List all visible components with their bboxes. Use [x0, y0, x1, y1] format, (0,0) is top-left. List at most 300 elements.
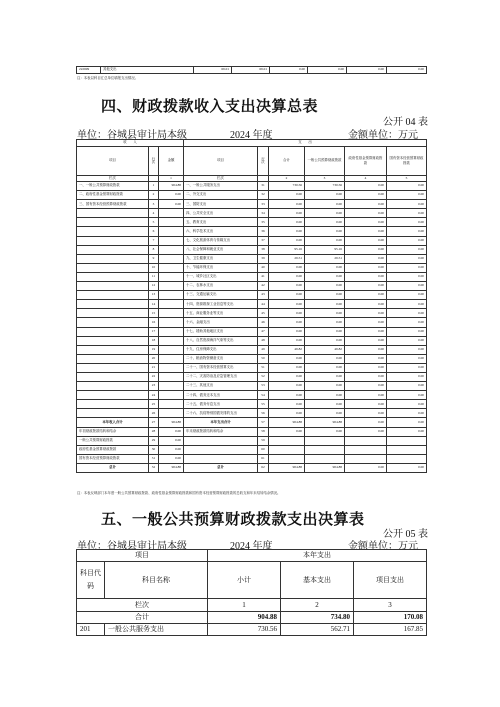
table-cell: 年末财政拨款结转和结余 — [184, 427, 258, 436]
table-cell: 15 — [149, 309, 159, 318]
table-cell: 0.00 — [345, 418, 387, 427]
table-cell: 31 — [149, 454, 159, 463]
table-cell: 十九、住房保障支出 — [184, 345, 258, 354]
table-cell — [77, 300, 149, 309]
table-cell: 5 — [149, 218, 159, 227]
table-cell: 0.00 — [345, 354, 387, 363]
table-cell: 0.00 — [269, 318, 305, 327]
table-cell: 0.00 — [345, 327, 387, 336]
table-cell: 0.00 — [269, 336, 305, 345]
table-cell: 0.00 — [269, 282, 305, 291]
table-cell: 0.00 — [345, 272, 387, 281]
table-cell: 0.00 — [269, 363, 305, 372]
table-cell: 12 — [149, 282, 159, 291]
table-cell: 0.00 — [387, 463, 427, 472]
table-cell: 45 — [258, 309, 269, 318]
header-row — [77, 140, 427, 147]
fiscal-summary-body — [77, 182, 427, 473]
table-cell — [159, 354, 184, 363]
column-header: 栏次 — [184, 176, 258, 182]
table-cell: 25 — [149, 400, 159, 409]
column-header: 2 — [281, 599, 354, 612]
table-cell: 50 — [258, 354, 269, 363]
table-cell: 0.00 — [387, 391, 427, 400]
table-cell: 69.01 — [194, 67, 232, 74]
table-cell: 51 — [258, 363, 269, 372]
table-cell — [305, 454, 345, 463]
table-cell: 562.71 — [281, 624, 354, 636]
table-cell — [159, 345, 184, 354]
section4-unit: 单位：谷城县审计局本级 — [77, 130, 187, 141]
table-cell: 一、一般公共预算财政拨款 — [77, 182, 149, 191]
table-cell — [159, 209, 184, 218]
table-cell: 0.00 — [345, 372, 387, 381]
table-cell: 29.51 — [269, 254, 305, 263]
table-cell — [269, 445, 305, 454]
table-cell — [159, 391, 184, 400]
table-cell: 0.00 — [269, 372, 305, 381]
column-header: 1 — [159, 176, 184, 182]
table-cell: 国有资本经营预算财政拨款 — [77, 454, 149, 463]
column-header: 国有资本经营预算财政拨款 — [387, 147, 427, 176]
table-row — [77, 182, 427, 191]
table-cell: 0.00 — [345, 382, 387, 391]
table-row — [77, 624, 427, 636]
table-row — [77, 336, 427, 345]
table-cell — [159, 363, 184, 372]
table-cell: 24 — [149, 391, 159, 400]
table-cell: 37 — [258, 236, 269, 245]
table-cell: 95.16 — [305, 245, 345, 254]
table-cell: 0.00 — [159, 454, 184, 463]
section5-heading: 五、一般公共预算财政拨款支出决算表 — [101, 510, 365, 528]
table-cell — [77, 263, 149, 272]
table-cell: 38 — [258, 245, 269, 254]
table-cell — [77, 327, 149, 336]
table-cell: 0.00 — [387, 218, 427, 227]
table-cell: 一般公共服务支出 — [105, 624, 208, 636]
table-cell: 年初财政拨款结转和结余 — [77, 427, 149, 436]
table-cell: 0.00 — [269, 191, 305, 200]
header-row — [77, 562, 427, 599]
table-cell — [159, 254, 184, 263]
table-cell: 0.00 — [269, 391, 305, 400]
table-row — [77, 291, 427, 300]
table-row — [77, 345, 427, 354]
table-cell: 167.85 — [354, 624, 427, 636]
table-cell: 0.00 — [269, 291, 305, 300]
table-cell: 0.00 — [305, 427, 345, 436]
table-cell: 30 — [149, 445, 159, 454]
table-cell: 四、公共安全支出 — [184, 209, 258, 218]
table-cell: 0.00 — [305, 409, 345, 418]
section5-form-no: 公开 05 表 — [383, 529, 428, 540]
table-cell: 0.00 — [387, 400, 427, 409]
table-cell: 十、节能环保支出 — [184, 263, 258, 272]
column-header: 3 — [354, 599, 427, 612]
table-cell: 13 — [149, 291, 159, 300]
table-cell: 69.01 — [232, 67, 270, 74]
table-cell: 39 — [258, 254, 269, 263]
table-cell — [77, 354, 149, 363]
table-cell: 26 — [149, 409, 159, 418]
table-cell: 0.00 — [305, 236, 345, 245]
table-cell — [159, 409, 184, 418]
table-cell: 0.00 — [305, 272, 345, 281]
table-cell: 0.00 — [269, 272, 305, 281]
table-cell — [387, 436, 427, 445]
table-cell — [77, 218, 149, 227]
column-header: 金额 — [159, 147, 184, 176]
table-cell — [184, 445, 258, 454]
table-cell: 40 — [258, 263, 269, 272]
table-cell: 0.00 — [345, 363, 387, 372]
table-cell — [184, 454, 258, 463]
table-cell — [77, 318, 149, 327]
table-cell: 一般公共预算财政拨款 — [77, 436, 149, 445]
table-row — [77, 454, 427, 463]
table-cell — [345, 445, 387, 454]
table-row — [77, 409, 427, 418]
table-cell: 0.00 — [269, 263, 305, 272]
table-cell — [77, 227, 149, 236]
table-cell: 0.00 — [269, 327, 305, 336]
table-cell: 0.00 — [345, 409, 387, 418]
table-cell: 62 — [258, 463, 269, 472]
table-cell: 0.00 — [387, 254, 427, 263]
section4-form-no: 公开 04 表 — [383, 117, 428, 128]
table-cell — [77, 409, 149, 418]
table-cell — [77, 309, 149, 318]
column-header: 基本支出 — [281, 562, 354, 599]
column-header: 项目支出 — [354, 562, 427, 599]
table-row — [77, 191, 427, 200]
table-cell — [77, 291, 149, 300]
column-header: 行次 — [258, 147, 269, 176]
section4-amount-unit: 金额单位：万元 — [348, 130, 418, 141]
column-header: 项目 — [184, 147, 258, 176]
column-header: 本年支出 — [208, 550, 427, 562]
table-row — [77, 418, 427, 427]
table-cell: 59 — [258, 436, 269, 445]
table-cell: 0.00 — [305, 363, 345, 372]
table-cell: 0.00 — [305, 309, 345, 318]
table-cell: 54 — [258, 391, 269, 400]
table-cell: 35 — [258, 218, 269, 227]
table-cell: 0.00 — [305, 354, 345, 363]
table-cell: 十八、自然资源海洋气象等支出 — [184, 336, 258, 345]
table-cell: 19 — [149, 345, 159, 354]
table-cell: 49.82 — [269, 345, 305, 354]
column-header: 5 — [387, 176, 427, 182]
table-cell — [159, 291, 184, 300]
table-cell: 44 — [258, 300, 269, 309]
column-header: 小计 — [208, 562, 281, 599]
table-cell — [77, 382, 149, 391]
table-cell: 0.00 — [269, 382, 305, 391]
table-row — [77, 300, 427, 309]
table-cell — [159, 382, 184, 391]
table-cell: 0.00 — [305, 382, 345, 391]
table-cell: 47 — [258, 327, 269, 336]
table-cell: 0.00 — [387, 300, 427, 309]
table-cell: 0.00 — [387, 318, 427, 327]
table-cell: 七、文化旅游体育与传媒支出 — [184, 236, 258, 245]
table-cell: 904.88 — [159, 418, 184, 427]
table-cell — [77, 391, 149, 400]
table-cell: 0.00 — [345, 336, 387, 345]
table-cell: 0.00 — [305, 300, 345, 309]
table-cell: 170.08 — [354, 612, 427, 624]
table-cell: 0.00 — [387, 382, 427, 391]
table-cell: 0.00 — [345, 463, 387, 472]
table-cell: 0.00 — [345, 318, 387, 327]
column-header: 3 — [305, 176, 345, 182]
table-row — [77, 327, 427, 336]
table-cell — [159, 300, 184, 309]
table-cell: 五、教育支出 — [184, 218, 258, 227]
column-header: 政府性基金预算财政拨款 — [345, 147, 387, 176]
table-cell: 0.00 — [305, 291, 345, 300]
table-cell: 0.00 — [159, 436, 184, 445]
table-cell: 904.88 — [208, 612, 281, 624]
table-cell: 0.00 — [305, 218, 345, 227]
column-header: 栏次 — [77, 599, 208, 612]
table-cell — [159, 400, 184, 409]
table-cell: 0.00 — [387, 263, 427, 272]
table-cell: 36 — [258, 227, 269, 236]
table-cell: 0.00 — [345, 300, 387, 309]
table-cell: 0.00 — [305, 263, 345, 272]
table-cell: 0.00 — [305, 227, 345, 236]
table-cell: 一、一般公共服务支出 — [184, 182, 258, 191]
table-cell — [77, 254, 149, 263]
table-cell: 0.00 — [308, 67, 347, 74]
table-cell: 十四、资源勘探工业信息等支出 — [184, 300, 258, 309]
table-cell: 六、科学技术支出 — [184, 227, 258, 236]
table-cell: 14 — [149, 300, 159, 309]
table-row — [77, 363, 427, 372]
table-cell: 48 — [258, 336, 269, 345]
table-cell — [159, 272, 184, 281]
table-cell: 0.00 — [269, 200, 305, 209]
table-cell: 二十五、债务付息支出 — [184, 400, 258, 409]
table-cell: 0.00 — [345, 191, 387, 200]
table-cell: 0.00 — [269, 236, 305, 245]
table-cell: 27 — [149, 418, 159, 427]
table-cell: 20 — [149, 354, 159, 363]
table-cell — [159, 282, 184, 291]
table-cell: 十三、交通运输支出 — [184, 291, 258, 300]
table-cell — [159, 336, 184, 345]
table-cell: 0.00 — [387, 345, 427, 354]
table-cell — [305, 436, 345, 445]
table-cell: 32 — [149, 463, 159, 472]
table-row — [77, 354, 427, 363]
table-cell: 0.00 — [159, 200, 184, 209]
table-cell: 本年支出合计 — [184, 418, 258, 427]
table-cell: 十一、城乡社区支出 — [184, 272, 258, 281]
table-cell: 31 — [258, 182, 269, 191]
table-cell: 29.51 — [305, 254, 345, 263]
table-cell: 6 — [149, 227, 159, 236]
table-cell — [77, 236, 149, 245]
table-cell — [77, 282, 149, 291]
table-row — [77, 272, 427, 281]
table-cell: 0.00 — [345, 400, 387, 409]
header-row — [77, 550, 427, 562]
table-cell: 十七、援助其他地区支出 — [184, 327, 258, 336]
column-header: 一般公共预算财政拨款 — [305, 147, 345, 176]
table-cell: 18 — [149, 336, 159, 345]
table-cell — [159, 309, 184, 318]
table-cell — [345, 454, 387, 463]
table-cell: 1 — [149, 182, 159, 191]
column-header: 4 — [345, 176, 387, 182]
table-row — [77, 382, 427, 391]
column-header: 1 — [208, 599, 281, 612]
table-cell: 0.00 — [345, 200, 387, 209]
table-cell: 二十六、抗疫特别国债安排的支出 — [184, 409, 258, 418]
table-cell: 0.00 — [345, 182, 387, 191]
table-cell: 二、外交支出 — [184, 191, 258, 200]
table-cell: 904.88 — [159, 463, 184, 472]
fiscal-summary-table — [76, 139, 427, 473]
table-cell: 49 — [258, 345, 269, 354]
table-row — [77, 612, 427, 624]
table-cell — [387, 445, 427, 454]
table-cell: 730.56 — [269, 182, 305, 191]
table-cell: 0.00 — [387, 191, 427, 200]
section5-year: 2024 年度 — [230, 541, 273, 552]
section5-unit: 单位：谷城县审计局本级 — [77, 541, 187, 552]
table-cell: 0.00 — [387, 227, 427, 236]
table-cell: 29 — [149, 436, 159, 445]
table-cell: 二十四、债务还本支出 — [184, 391, 258, 400]
table-row — [77, 245, 427, 254]
column-header: 科目代码 — [77, 562, 105, 599]
table-cell: 0.00 — [387, 245, 427, 254]
table-cell: 904.88 — [269, 418, 305, 427]
table-cell: 0.00 — [269, 218, 305, 227]
table-cell: 本年收入合计 — [77, 418, 149, 427]
table-cell: 49.82 — [305, 345, 345, 354]
column-header: 科目名称 — [105, 562, 208, 599]
table-cell: 0.00 — [305, 327, 345, 336]
table-cell: 0.00 — [345, 209, 387, 218]
table-cell — [159, 227, 184, 236]
table-row — [77, 282, 427, 291]
table-row — [77, 227, 427, 236]
table-cell: 16 — [149, 318, 159, 327]
column-header: 栏次 — [77, 176, 149, 182]
table-cell: 0.00 — [269, 227, 305, 236]
table-cell: 32 — [258, 191, 269, 200]
table-cell: 43 — [258, 291, 269, 300]
section4-heading: 四、财政拨款收入支出决算总表 — [101, 97, 319, 115]
header-row — [77, 147, 427, 176]
table-cell: 41 — [258, 272, 269, 281]
table-cell — [159, 372, 184, 381]
table-cell: 0.00 — [387, 309, 427, 318]
table-cell: 0.00 — [159, 191, 184, 200]
table-cell: 合计 — [77, 612, 208, 624]
table-cell: 21 — [149, 363, 159, 372]
table-cell: 0.00 — [269, 409, 305, 418]
table-cell — [345, 436, 387, 445]
table-cell: 0.00 — [270, 67, 308, 74]
table-cell — [159, 218, 184, 227]
table-cell: 222699 — [77, 67, 101, 74]
table-cell: 52 — [258, 372, 269, 381]
table-row — [77, 236, 427, 245]
table-cell: 904.88 — [159, 182, 184, 191]
table-cell: 总计 — [77, 463, 149, 472]
prev-table — [76, 66, 427, 74]
table-row — [77, 200, 427, 209]
table-row — [77, 309, 427, 318]
table-cell — [184, 436, 258, 445]
table-cell — [159, 318, 184, 327]
table-cell — [269, 454, 305, 463]
table-cell: 0.00 — [387, 354, 427, 363]
income-header: 收 入 — [77, 140, 184, 147]
table-cell: 11 — [149, 272, 159, 281]
table-cell: 57 — [258, 418, 269, 427]
table-cell — [159, 245, 184, 254]
table-cell: 730.56 — [305, 182, 345, 191]
table-cell: 0.00 — [305, 391, 345, 400]
table-cell: 904.88 — [305, 463, 345, 472]
table-cell: 八、社会保障和就业支出 — [184, 245, 258, 254]
table-cell: 0.00 — [159, 445, 184, 454]
table-cell: 201 — [77, 624, 105, 636]
table-cell: 总计 — [184, 463, 258, 472]
table-cell: 0.00 — [305, 209, 345, 218]
table-cell: 十六、金融支出 — [184, 318, 258, 327]
table-row — [77, 427, 427, 436]
table-cell: 3 — [149, 200, 159, 209]
table-cell: 0.00 — [387, 272, 427, 281]
table-cell: 0.00 — [345, 263, 387, 272]
section5-amount-unit: 金额单位：万元 — [348, 541, 418, 552]
section4-year: 2024 年度 — [230, 130, 273, 141]
table-cell: 60 — [258, 445, 269, 454]
table-cell: 0.00 — [305, 336, 345, 345]
table-cell: 33 — [258, 200, 269, 209]
table-cell — [77, 372, 149, 381]
table-cell: 0.00 — [387, 182, 427, 191]
table-cell — [77, 245, 149, 254]
table-cell: 0.00 — [305, 318, 345, 327]
table-cell: 28 — [149, 427, 159, 436]
table-cell: 34 — [258, 209, 269, 218]
table-cell: 0.00 — [345, 236, 387, 245]
table-cell: 二十一、国有资本经营预算支出 — [184, 363, 258, 372]
table-cell — [159, 236, 184, 245]
table-cell: 734.80 — [281, 612, 354, 624]
table-cell: 0.00 — [269, 427, 305, 436]
table-cell: 0.00 — [387, 67, 427, 74]
table-cell: 九、卫生健康支出 — [184, 254, 258, 263]
table-cell: 7 — [149, 236, 159, 245]
table-cell: 0.00 — [345, 227, 387, 236]
table-cell: 0.00 — [387, 427, 427, 436]
table-row — [77, 263, 427, 272]
table-cell: 二十、粮油物资储备支出 — [184, 354, 258, 363]
table-cell: 0.00 — [387, 291, 427, 300]
table-cell — [269, 436, 305, 445]
